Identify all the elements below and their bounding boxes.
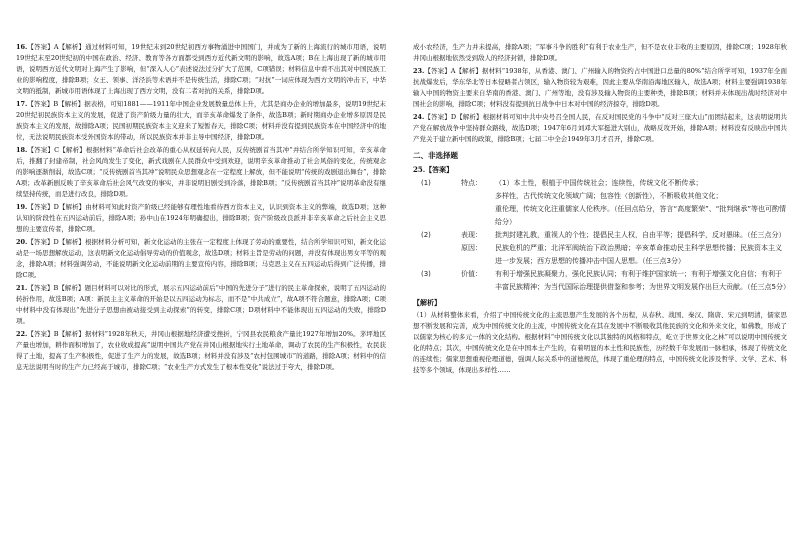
q25-part-1-line-3: 重伦理，传统文化注重儒家人伦秩序。（任回点给分，答言“高度繁荣”、“批判继承”等也可酌情给分） (495, 205, 787, 226)
left-column (16, 42, 386, 375)
q25-part-2-reason: 原因： 民族危机的严重；北洋军阀统治下政治黑暗；辛亥革命推动民主科学思想传播；民族资本主义进一步发展；西方思想的传播冲击中国人思想。（任三点3分） (461, 244, 782, 265)
answer-19: 19.【答案】D【解析】由材料可知此时资产阶级已经能够有理性地看待西方资本主义，认识到资本主义的弊端，故选D项；这种认知的阶段性在五四运动前后，排除A项；孙中山在1924年明确提出，排除B项；资产阶级改良派并非辛亥革命之后社会主义思想的主要宣传者，排除C项。 (16, 203, 386, 233)
answer-23: 23.【答案】A【解析】据材料“1938年，从香港、澳门、广州输入的物资约占中国进口总量的80%”结合所学可知，1937年全面抗战爆发后，华东华北等日本侵略者占领区，输入物资较为艰难，因此主要从华南沿海地区输入，故选A项；材料主要强调1938年输入中国的物资主要来自华南的香港、澳门、广州等地，没有涉及输入物资的主要种类，排除B项；材料并未体现出战时经济对中国社会的影响，排除C项；材料没有提到抗日战争中日本对中国的经济掠夺，排除D项。 (413, 67, 787, 108)
section-header-non-choice: 二、非选择题 (413, 151, 458, 160)
answer-16: 16.【答案】A【解析】通过材料可知，19世纪末到20世纪初西方事物涌进中国国门，并成为了新的上海流行的城市用语，说明19世纪末至20世纪初的中国在政治、经济、教育等各方面都受到西方近代新文明的影响，故选A项；B在上海出现了新的城市用语，说明西方近代文明对上海产生了影响，但“深入人心”表述说法过分扩大了范围，C项错误；材料信息中看不出其对中国民族工业的影响程度，排除B项；女王、领事、洋泾浜等术语并不是传统生活，排除C项；“对抗”一词应体现为西方文明的冲击下，中华文明的抵制，新城市用语体现了上海出现了西方文明，没有二者对抗的关系，排除D项。 (16, 43, 386, 95)
q25-part-1-line-1: (1) 特点： （1）本土性，根植于中国传统社会；连续性，传统文化不断传承； (421, 179, 703, 187)
answer-24: 24.【答案】D【解析】根据材料可知中共中央号召全国人民，在反对国民党的斗争中“反对三座大山”而团结起来，这表明说明共产党在解放战争中坚持群众路线，故选D项；1947年6月刘邓大军挺进大别山，战略反攻开始，排除A项；材料没有反映出中国共产党关于建立新中国的政策，排除B项；七届二中全会1949年3月才召开，排除C项。 (413, 113, 787, 143)
analysis-header: 【解析】 (413, 298, 441, 307)
q25-answer-block (413, 177, 790, 294)
right-column (413, 42, 790, 378)
q25-part-3-value: (3) 价值： 有利于增强民族凝聚力，强化民族认同；有利于维护国家统一；有利于增强文化自信；有利于丰富民族精神；为当代国际治理提供借鉴和参考；为世界文明发展作出巨大贡献。（任三点5分） (421, 270, 790, 291)
answer-22: 22.【答案】B【解析】据材料“1928年秋天，井冈山根据地经济遭受挫折，宁冈县农民粮食产量比1927年增加20%。茅坪地区产量也增加，耕作面积增加了，农业收成提高”说明中国共产党在井冈山根据地实行土地革命，调动了农民的生产积极性，农民获得了土地，提高了生产积极性，促进了生产力的发展，故选B项；材料并没有涉及“农村包围城市”的道路，排除A项；材料中的信息无法说明当时的生产力已经高于城市，排除C项；“农业生产方式发生了根本性变化”说法过于夸大，排除D项。 (16, 330, 386, 371)
q25-part-1-line-2: 多样性，古代传统文化领域广阔；包容性（创新性），不断吸收其他文化； (495, 192, 723, 200)
q25-answer-header: 25.【答案】 (413, 165, 454, 174)
answer-17: 17.【答案】B【解析】据表格，可知1881——1911年中国企业发展数量总体上升，尤其是商办企业的增加最多，说明19世纪末20世纪初民族资本主义的发展，促进了资产阶级力量的壮大，而辛亥革命爆发了条件，故选B项；新时期商办企业增多原因是民族资本主义的发展，故排除A项；民国初期民族资本主义迎来了短暂春天，排除C项；材料并没有提到民族资本在中国经济中的地位，无法说明民族资本受外国资本的带动，所以民族资本并非主导中国经济，排除D项。 (16, 100, 386, 141)
answer-21: 21.【答案】B【解析】题目材料可以对比的形式，展示五四运动前后“中国的先进分子”进行的民主革命探索，说明了五四运动的转折作用，故选B项；A项：新民主主义革命的开始是以五四运动为标志，而不是“中共成立”，故A项不符合题意，排除A项；C项中材料中没有体现出“先进分子思想由被动接受到主动探索”的转变，排除C项；D项材料中不能体现出五四运动的失败，排除D项。 (16, 284, 386, 325)
q25-part-2-performance: (2) 表现： 批判封建礼教，重视人的个性；提倡民主人权，自由平等；提倡科学，反对愚昧。（任三点分） (421, 231, 786, 239)
analysis-text: （1）从材料整体来看，介绍了中国传统文化的主流思想产生发展的各个历程，从春秋、战国、秦汉、隋唐、宋元到明清，儒家思想不断发展和完善，成为中国传统文化的主流，中国传统文化在其在发展中不断吸收其他民族的文化和外来文化，如佛教，形成了以儒家为核心的多元一体的文化结构。根据材料“中国传统文化以其独特的风格和特点，屹立于世界文化之林”可以说明中国传统文化的特点；其次，中国传统文化是在中国本土产生的，有着明显的本土性和民族性，历经数千年发展而一脉相承，体现了传统文化的连续性；儒家思想重视伦理道德，强调人际关系中的道德规范，体现了重伦理的特点，中国传统文化涉及哲学、文学、艺术、科技等多个领域，体现出多样性…… (413, 311, 787, 374)
answer-18: 18.【答案】C【解析】根据材料“革命后社会改革的重心从权延转向人民，反传统剧首当其冲”并结合所学知识可知，辛亥革命后，推翻了封建帝制，社会风尚发生了变化，新式戏剧在人民群众中受到欢迎，说明辛亥革命推动了社会风俗的变化，传统观念的影响逐渐削弱，故选C项；“反传统剧首当其冲”说明民众思想观念在一定程度上解放，但不能说明“传统的戏剧退出舞台”，排除A项；改革新剧反映了辛亥革命后社会风气改变的事实，并非说明旧剧受到冷落，排除B项；“反传统剧首当其冲”说明革命没有继续坚持传统，而是进行改良，排除D项。 (16, 146, 386, 198)
answer-22-continued: 成小农经济，生产力并未提高，排除A项；“军事斗争的胜利”有利于农业生产，但不是农业丰收的主要原因，排除C项；1928年秋井冈山根据地依然受到敌人的经济封锁，排除D项。 (413, 43, 787, 62)
answer-20: 20.【答案】D【解析】根据材料分析可知，新文化运动的主张在一定程度上体现了劳动的重要性，结合所学知识可知，新文化运动是一场思想解放运动，这表明新文化运动倡导劳动的价值观念，故选D项；材料主旨是劳动的问题，并没有体现出男女平等的观念，排除A项；材料强调劳动，不能说明新文化运动前期的主要宣传内容，排除B项；马克思主义在五四运动后得到广泛传播，排除C项。 (16, 238, 386, 279)
